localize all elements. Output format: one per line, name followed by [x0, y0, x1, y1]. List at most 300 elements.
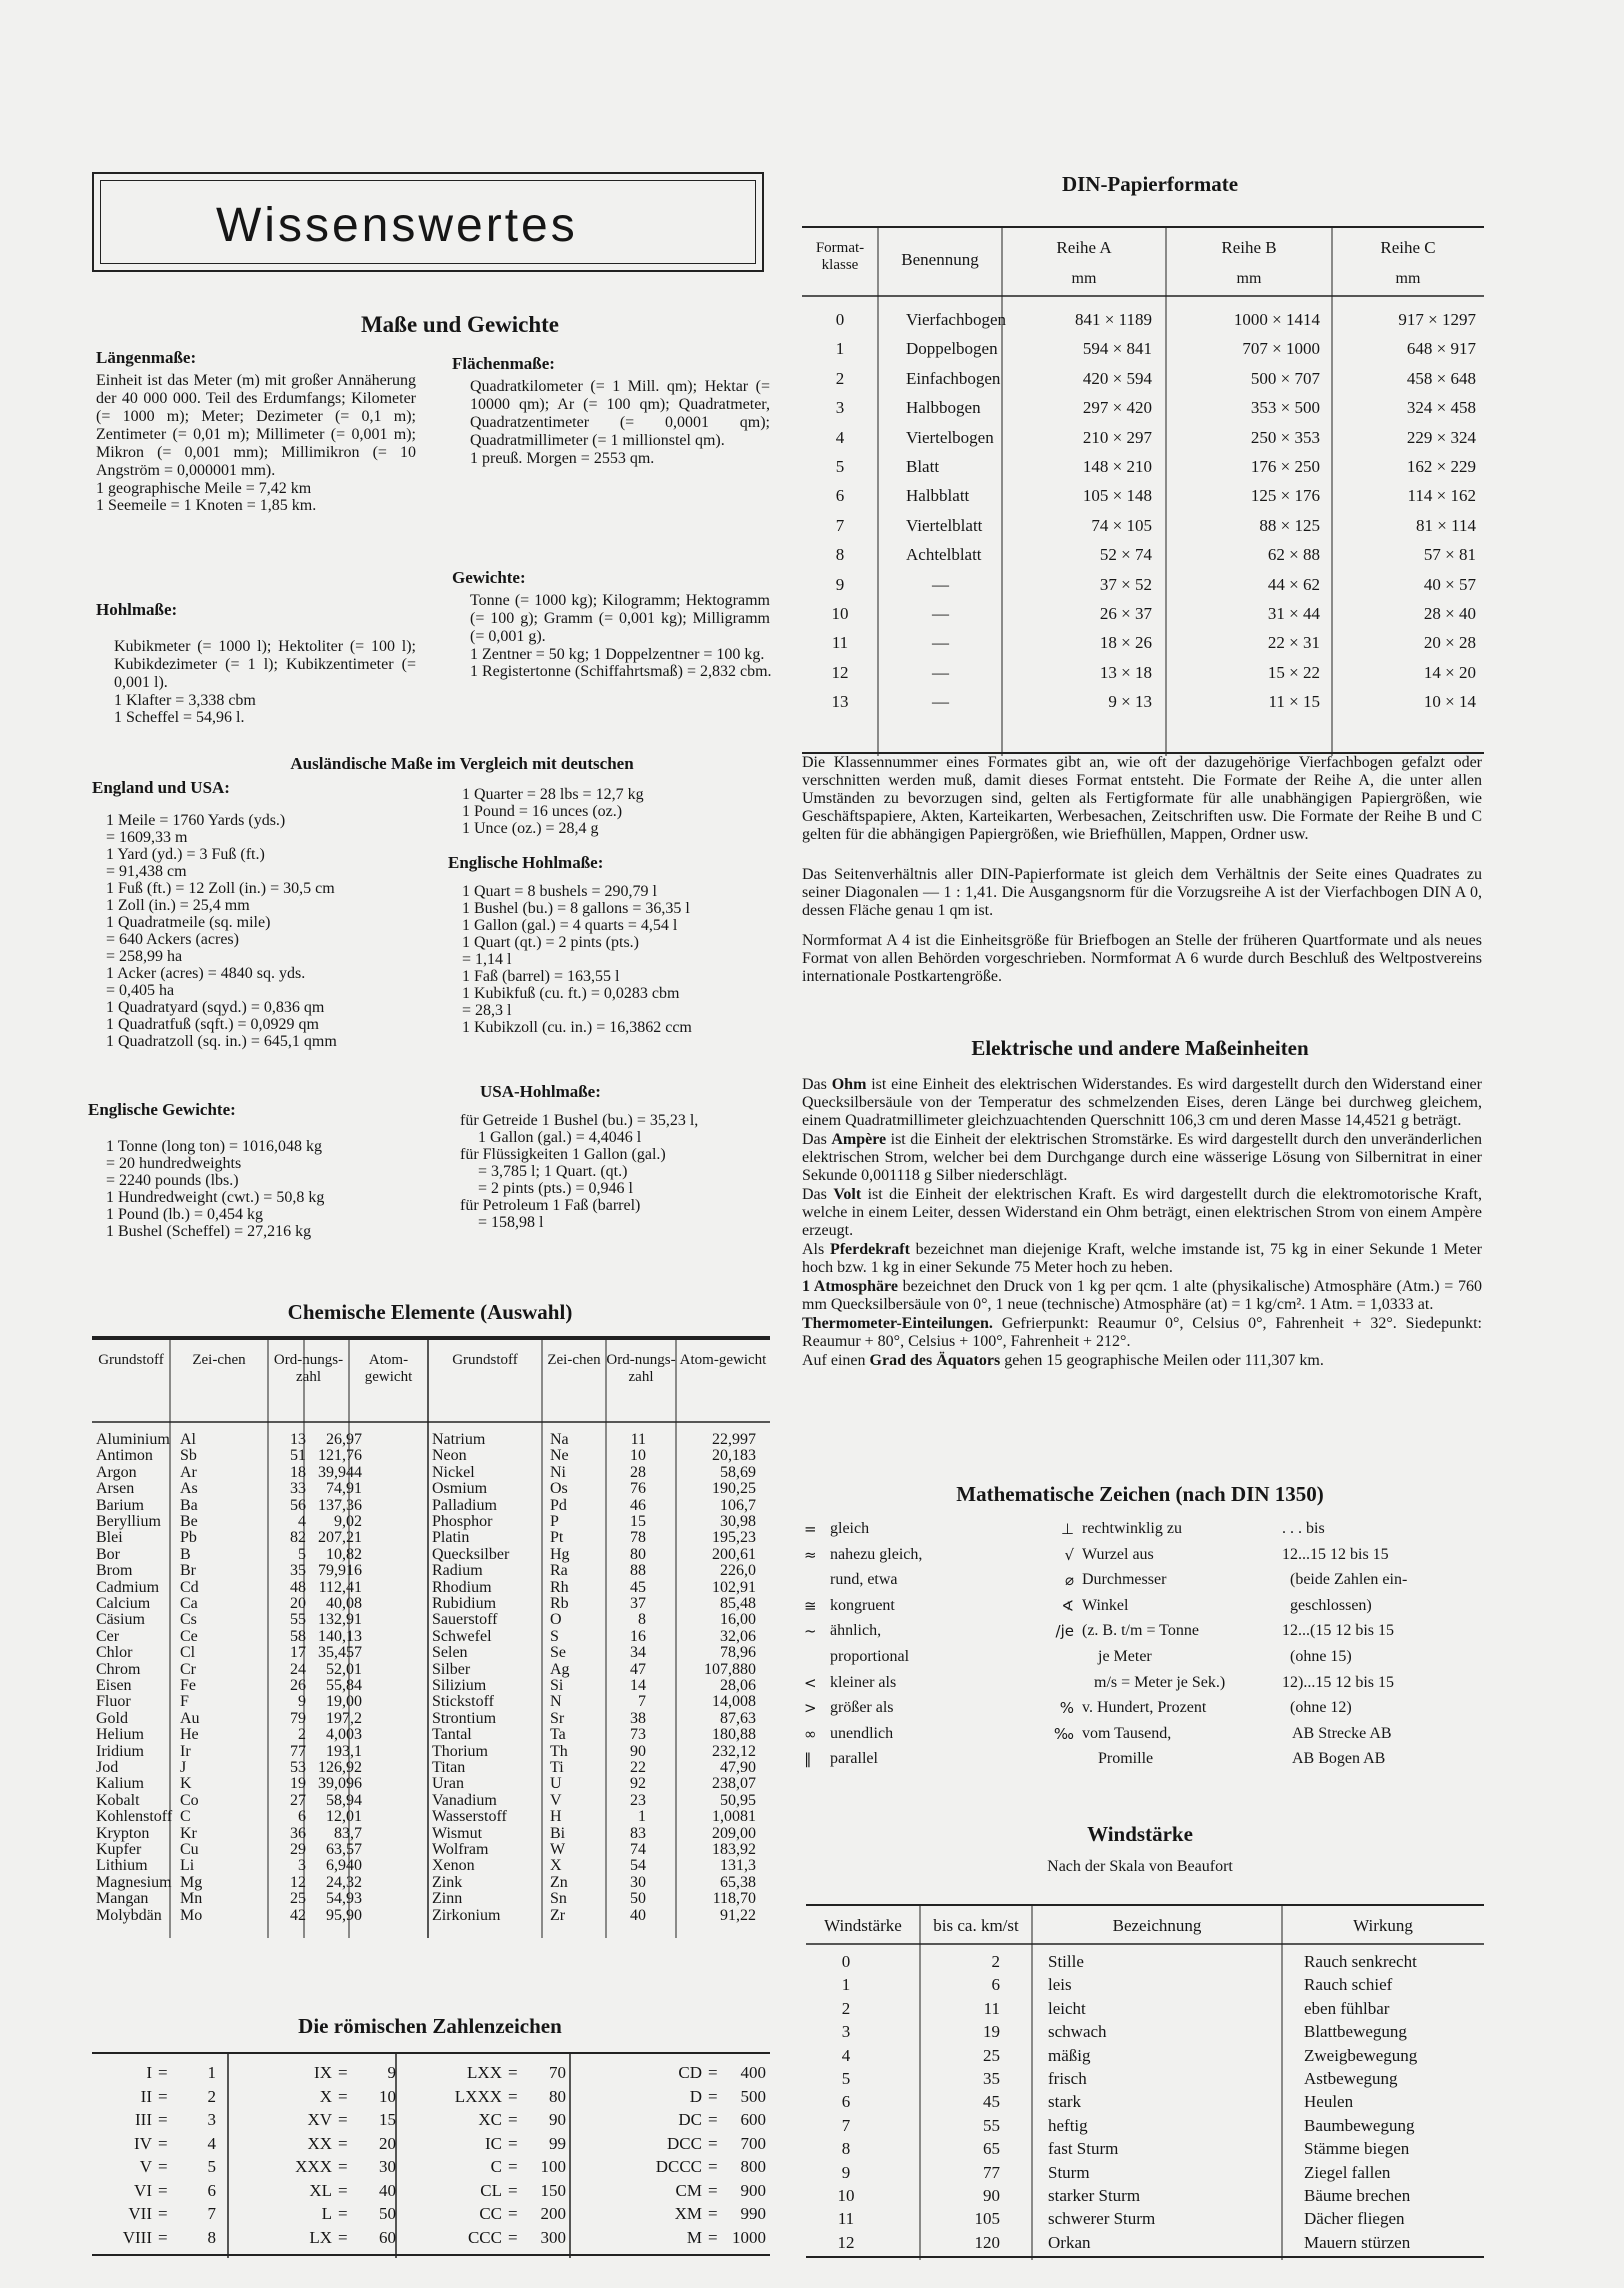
roman-eq: =	[338, 2227, 348, 2247]
math-example: (beide Zahlen ein-	[1290, 1571, 1408, 1589]
element-symbol: Os	[550, 1480, 568, 1498]
element-number: 29	[290, 1841, 306, 1858]
element-symbol: J	[180, 1759, 187, 1776]
din-klasse: 6	[835, 486, 845, 506]
element-weight: 40,08	[326, 1595, 362, 1612]
wind-staerke: 2	[841, 1998, 851, 2018]
element-name: Argon	[96, 1463, 137, 1481]
element-name: Tantal	[432, 1726, 472, 1744]
roman-eq: =	[508, 2157, 518, 2176]
din-reihe-b: 1000 × 1414	[1233, 310, 1320, 329]
element-weight: 26,97	[326, 1431, 362, 1448]
element-name: Cäsium	[96, 1611, 145, 1629]
element-number: 12	[290, 1873, 306, 1891]
elektro-text: ist die Einheit der elektrischen Stromstärke. Es wird dargestellt durch den unveränderlichen elektrischen Strom, welcher bei dem Durchgange durch eine wässerige Lösung von Silbernitrat in einer Sekunde 0,001118 g Silber niederschlägt.	[802, 1131, 1482, 1184]
element-number: 35	[290, 1562, 306, 1580]
wind-wirkung: Heulen	[1304, 2092, 1354, 2112]
roman-symbol: VI	[134, 2180, 152, 2200]
element-weight: 95,90	[326, 1906, 362, 1924]
element-name: Rubidium	[432, 1595, 497, 1612]
math-symbol: ≈	[804, 1545, 817, 1564]
element-number: 18	[290, 1463, 306, 1481]
element-weight: 107,880	[704, 1660, 756, 1678]
roman-symbol: III	[135, 2110, 152, 2129]
element-weight: 197,2	[326, 1709, 362, 1727]
math-symbol: ⊥	[1060, 1520, 1074, 1538]
roman-symbol: XXX	[295, 2157, 332, 2176]
laengen-section: Längenmaße: Einheit ist das Meter (m) mit großer Annäherung der 40 000 000. Teil des Erdumfangs; Kilometer (= 1000 m); Meter; Dezimeter (= 0,1 m); Zentimeter (= 0,01 m); Millimeter (= 0,001 m); Mikron (= 0,001 mm); Millimikron (= 10 Angström = 0,000001 mm). 1 geographische Meile = 7,42 km 1 Seemeile = 1 Knoten = 1,85 km.	[96, 348, 416, 514]
roman-symbol: CL	[480, 2180, 502, 2200]
din-klasse: 13	[831, 692, 849, 712]
engl-gewichte-section: Englische Gewichte: 1 Tonne (long ton) = 1016,048 kg = 20 hundredweights = 2240 pounds (lbs.) 1 Hundredweight (cwt.) = 50,8 kg 1 Pound (lb.) = 0,454 kg 1 Bushel (Scheffel) = 27,216 kg	[88, 1100, 325, 1240]
element-symbol: V	[550, 1791, 562, 1809]
roman-eq: =	[508, 2180, 518, 2200]
elektro-paragraph	[802, 1352, 1482, 1370]
element-symbol: Hg	[550, 1545, 570, 1563]
din-reihe-c: 20 × 28	[1423, 633, 1476, 653]
chemie-header: Ord-nungs-zahl	[606, 1352, 676, 1385]
element-weight: 10,82	[326, 1545, 362, 1563]
chemie-title: Chemische Elemente (Auswahl)	[287, 1300, 573, 1324]
element-weight: 4,003	[326, 1726, 362, 1744]
element-weight: 55,84	[326, 1677, 362, 1694]
element-symbol: Sr	[550, 1709, 565, 1727]
math-meaning: rund, etwa	[830, 1571, 898, 1589]
wind-kmh: 2	[991, 1952, 1000, 1971]
element-number: 27	[290, 1791, 306, 1809]
din-header-unit: mm	[1236, 270, 1262, 287]
chemie-table	[92, 1336, 770, 1924]
element-symbol: Ag	[550, 1660, 570, 1678]
wind-table	[806, 1904, 1484, 2258]
element-weight: 126,92	[318, 1759, 362, 1776]
roman-value: 8	[207, 2227, 216, 2247]
element-weight: 200,61	[712, 1545, 756, 1563]
element-symbol: Cd	[180, 1578, 199, 1596]
din-header-unit: mm	[1395, 270, 1421, 287]
wind-kmh: 19	[983, 2022, 1000, 2042]
roman-symbol: DC	[678, 2110, 702, 2129]
roman-symbol: C	[490, 2157, 502, 2176]
element-name: Titan	[432, 1759, 466, 1776]
elektro-text: ist die Einheit der elektrischen Kraft. Es wird dargestellt durch die elektromotorische Kraft, welche in einem Leiter, dessen Widerstand ein Ohm beträgt, einen elektrischen Strom von einem Ampère erzeugt.	[802, 1186, 1482, 1239]
roman-value: 40	[379, 2180, 396, 2200]
element-number: 4	[298, 1513, 306, 1530]
elektro-text: bezeichnet den Druck von 1 kg per qcm. 1 alte (physikalische) Atmosphäre (Atm.) = 760 mm Quecksilbersäule von 0°, 1 neue (technische) Atmosphäre (at) = 1 kg/cm². 1 Atm. = 1,0333 at.	[802, 1278, 1483, 1313]
element-number: 26	[290, 1677, 306, 1694]
roman-eq: =	[708, 2204, 718, 2223]
element-name: Calcium	[96, 1595, 151, 1612]
roman-symbol: IX	[314, 2063, 332, 2082]
element-symbol: Cs	[180, 1611, 197, 1629]
element-weight: 19,00	[326, 1693, 362, 1711]
elektro-text: gehen 15 geographische Meilen oder 111,307 km.	[1000, 1352, 1324, 1369]
element-weight: 132,91	[318, 1611, 362, 1629]
mathe-section	[804, 1520, 1484, 1790]
roman-symbol: CD	[678, 2063, 702, 2082]
math-symbol: ∥	[804, 1750, 812, 1769]
elektro-paragraph	[802, 1315, 1482, 1351]
element-name: Cadmium	[96, 1578, 160, 1596]
element-weight: 16,00	[720, 1611, 756, 1629]
din-benennung: —	[932, 574, 949, 594]
flaechen-section: Flächenmaße: Quadratkilometer (= 1 Mill. qm); Hektar (= 10000 qm); Ar (= 100 qm); Quadratmeter, Quadratzentimeter (= 0,0001 qm); Quadratmillimeter (= 1 millionstel qm). 1 preuß. Morgen = 2553 qm.	[452, 354, 770, 467]
element-weight: 195,23	[712, 1529, 756, 1547]
din-klasse: 3	[835, 398, 845, 418]
element-symbol: Ni	[550, 1463, 566, 1481]
wind-wirkung: Dächer fliegen	[1304, 2209, 1405, 2229]
element-number: 40	[630, 1906, 646, 1924]
din-reihe-b: 22 × 31	[1267, 633, 1320, 653]
din-reihe-c: 648 × 917	[1406, 339, 1476, 359]
math-example: 12...(15 12 bis 15	[1282, 1622, 1394, 1640]
element-weight: 232,12	[712, 1742, 756, 1760]
roman-value: 80	[549, 2086, 566, 2106]
roemisch-title: Die römischen Zahlenzeichen	[298, 2014, 562, 2038]
element-name: Rhodium	[432, 1578, 492, 1596]
element-name: Fluor	[96, 1693, 131, 1711]
element-name: Bor	[96, 1545, 120, 1563]
din-reihe-a: 148 × 210	[1082, 457, 1152, 476]
element-weight: 30,98	[720, 1513, 756, 1530]
element-number: 55	[290, 1611, 306, 1629]
din-reihe-a: 594 × 841	[1082, 339, 1152, 359]
wind-kmh: 55	[983, 2115, 1000, 2135]
element-symbol: S	[550, 1627, 559, 1645]
element-symbol: Na	[550, 1431, 569, 1448]
element-symbol: Sn	[550, 1890, 567, 1908]
element-number: 80	[630, 1545, 646, 1563]
element-number: 47	[630, 1660, 646, 1678]
din-reihe-b: 31 × 44	[1267, 604, 1320, 623]
wind-kmh: 65	[983, 2139, 1000, 2159]
wind-bezeichnung: heftig	[1048, 2115, 1088, 2135]
element-name: Cer	[96, 1627, 120, 1645]
element-name: Schwefel	[432, 1627, 492, 1645]
element-name: Eisen	[96, 1677, 132, 1694]
elektro-term: Ampère	[831, 1131, 887, 1148]
element-weight: 9,02	[334, 1513, 362, 1530]
math-meaning: Durchmesser	[1082, 1571, 1167, 1589]
roman-symbol: XV	[307, 2110, 332, 2129]
roman-eq: =	[158, 2063, 168, 2082]
element-symbol: Zr	[550, 1906, 566, 1924]
england-section: England und USA: 1 Meile = 1760 Yards (yds.) = 1609,33 m 1 Yard (yd.) = 3 Fuß (ft.) = 91,438 cm 1 Fuß (ft.) = 12 Zoll (in.) = 30,5 cm 1 Zoll (in.) = 25,4 mm 1 Quadratmeile (sq. mile) = 640 Ackers (acres) = 258,99 ha 1 Acker (acres) = 4840 sq. yds. = 0,405 ha 1 Quadratyard (sqyd.) = 0,836 qm 1 Quadratfuß (sqft.) = 0,0929 qm 1 Quadratzoll (sq. in.) = 645,1 qmm	[92, 778, 337, 1050]
element-name: Beryllium	[96, 1513, 161, 1530]
math-symbol: ∢	[1061, 1596, 1074, 1615]
math-meaning: parallel	[830, 1750, 878, 1768]
wind-wirkung: Blattbewegung	[1304, 2022, 1407, 2042]
element-symbol: Au	[180, 1709, 200, 1727]
wind-header: Windstärke	[824, 1916, 902, 1935]
roman-value: 7	[207, 2204, 216, 2223]
elektro-text: ist eine Einheit des elektrischen Widerstandes. Es wird dargestellt durch den Widerstand einer Quecksilbersäule von der Temperatur des schmelzenden Eises, deren Länge bei durchweg gleichem, einem Quadratmillimeter gleichzuachtenden Querschnitt 106,3 cm und deren Masse 14,4521 g beträgt.	[802, 1076, 1482, 1129]
din-benennung: —	[932, 692, 949, 712]
roman-symbol: DCC	[667, 2133, 702, 2153]
chemie-header: Zei-chen	[192, 1352, 246, 1368]
math-meaning: unendlich	[830, 1724, 894, 1742]
element-number: 16	[630, 1627, 646, 1645]
element-number: 24	[290, 1660, 306, 1678]
din-reihe-a: 52 × 74	[1099, 545, 1152, 565]
chemie-header: Atom-gewicht	[364, 1352, 413, 1385]
element-number: 74	[630, 1841, 646, 1858]
wind-kmh: 25	[983, 2045, 1000, 2065]
din-header-c: Reihe C	[1380, 238, 1436, 257]
element-number: 45	[630, 1578, 646, 1596]
elektro-prefix: Das	[802, 1131, 832, 1148]
element-weight: 6,940	[326, 1857, 362, 1875]
element-name: Molybdän	[96, 1906, 162, 1924]
element-name: Wasserstoff	[432, 1808, 507, 1826]
wind-kmh: 77	[983, 2162, 1000, 2182]
roman-eq: =	[338, 2204, 348, 2223]
element-symbol: N	[550, 1693, 562, 1711]
din-reihe-b: 707 × 1000	[1242, 339, 1320, 359]
wind-wirkung: Rauch schief	[1304, 1975, 1393, 1995]
auslaendisch-title: Ausländische Maße im Vergleich mit deutschen	[290, 754, 634, 773]
math-meaning: ähnlich,	[830, 1622, 882, 1640]
element-name: Chrom	[96, 1660, 141, 1678]
element-weight: 91,22	[720, 1906, 756, 1924]
roman-symbol: X	[319, 2086, 332, 2106]
element-weight: 58,94	[326, 1791, 362, 1809]
element-weight: 226,0	[720, 1562, 756, 1580]
element-number: 23	[630, 1791, 646, 1809]
din-reihe-c: 28 × 40	[1423, 604, 1476, 623]
elektro-term: 1 Atmosphäre	[802, 1278, 898, 1295]
element-symbol: Ar	[180, 1463, 197, 1481]
roman-value: 600	[740, 2110, 766, 2129]
element-name: Sauerstoff	[432, 1611, 498, 1629]
element-number: 14	[630, 1677, 646, 1694]
element-number: 1	[638, 1808, 646, 1826]
din-header-klasse: Format-klasse	[815, 240, 865, 273]
wind-wirkung: Ziegel fallen	[1304, 2162, 1391, 2182]
math-example: (ohne 15)	[1290, 1648, 1352, 1665]
wind-kmh: 11	[983, 1998, 1000, 2018]
element-symbol: Pt	[550, 1529, 564, 1547]
element-name: Uran	[432, 1775, 464, 1793]
roman-value: 700	[740, 2133, 766, 2153]
element-number: 92	[630, 1775, 646, 1793]
element-symbol: Mg	[180, 1873, 203, 1891]
element-symbol: C	[180, 1808, 191, 1826]
math-symbol: ≅	[804, 1596, 817, 1615]
din-reihe-b: 125 × 176	[1250, 486, 1320, 506]
din-reihe-a: 74 × 105	[1091, 515, 1152, 535]
math-meaning: größer als	[830, 1699, 894, 1717]
element-number: 38	[630, 1709, 646, 1727]
roman-eq: =	[338, 2157, 348, 2176]
roman-eq: =	[508, 2086, 518, 2106]
din-reihe-b: 250 × 353	[1250, 427, 1320, 447]
din-benennung: Halbbogen	[906, 398, 981, 418]
element-name: Osmium	[432, 1480, 488, 1498]
roman-eq: =	[708, 2063, 718, 2082]
wind-header: Wirkung	[1353, 1916, 1413, 1935]
roman-eq: =	[708, 2227, 718, 2247]
math-symbol: √	[1064, 1545, 1074, 1564]
element-weight: 118,70	[712, 1890, 756, 1908]
element-number: 33	[290, 1480, 306, 1498]
roman-value: 900	[740, 2180, 766, 2200]
din-benennung: Einfachbogen	[906, 368, 1001, 388]
math-symbol: ∞	[804, 1724, 817, 1743]
element-number: 76	[630, 1480, 646, 1498]
roman-value: 6	[207, 2180, 216, 2200]
element-symbol: F	[180, 1693, 189, 1711]
element-weight: 83,7	[334, 1824, 362, 1842]
element-number: 7	[638, 1693, 646, 1711]
element-number: 28	[630, 1463, 646, 1481]
din-reihe-a: 9 × 13	[1108, 692, 1152, 712]
masse-title: Maße und Gewichte	[360, 312, 560, 337]
element-name: Mangan	[96, 1890, 149, 1908]
roman-eq: =	[158, 2227, 168, 2247]
wind-bezeichnung: starker Sturm	[1048, 2186, 1141, 2205]
din-reihe-a: 841 × 1189	[1075, 310, 1152, 329]
element-number: 34	[630, 1644, 646, 1662]
din-klasse: 4	[835, 427, 845, 447]
wind-staerke: 7	[841, 2115, 851, 2135]
roman-value: 10	[379, 2086, 396, 2106]
din-benennung: —	[932, 662, 949, 682]
element-number: 73	[630, 1726, 646, 1744]
wind-bezeichnung: fast Sturm	[1048, 2139, 1119, 2159]
roman-symbol: DCCC	[655, 2157, 702, 2176]
element-symbol: Rb	[550, 1595, 569, 1612]
elektro-prefix: Das	[802, 1186, 834, 1203]
wind-wirkung: Mauern stürzen	[1304, 2232, 1411, 2252]
element-name: Palladium	[432, 1496, 497, 1514]
din-klasse: 0	[835, 310, 845, 329]
math-symbol: /je	[1055, 1622, 1074, 1641]
roman-symbol: VII	[128, 2204, 152, 2223]
element-symbol: Ra	[550, 1562, 568, 1580]
din-benennung: Viertelbogen	[906, 427, 994, 447]
roman-symbol: CM	[675, 2180, 702, 2200]
element-weight: 183,92	[712, 1841, 756, 1858]
element-symbol: W	[550, 1841, 566, 1858]
din-klasse: 5	[835, 457, 845, 476]
math-example: 12)...15 12 bis 15	[1282, 1673, 1394, 1691]
element-name: Stickstoff	[432, 1693, 494, 1711]
element-symbol: Ir	[180, 1742, 191, 1760]
din-header-a: Reihe A	[1056, 238, 1112, 257]
din-header-benennung: Benennung	[901, 250, 979, 269]
math-meaning: je Meter	[1098, 1648, 1152, 1665]
math-meaning: vom Tausend,	[1082, 1724, 1172, 1742]
roman-eq: =	[708, 2157, 718, 2176]
element-number: 2	[298, 1726, 306, 1744]
element-number: 42	[290, 1906, 306, 1924]
din-klasse: 12	[831, 662, 849, 682]
element-name: Iridium	[96, 1742, 144, 1760]
element-symbol: Ca	[180, 1595, 198, 1612]
element-weight: 22,997	[712, 1431, 756, 1448]
element-number: 77	[290, 1742, 306, 1760]
din-klasse: 8	[835, 545, 845, 565]
wind-wirkung: Astbewegung	[1304, 2069, 1398, 2088]
math-symbol: ⌀	[1064, 1571, 1074, 1590]
element-weight: 65,38	[720, 1873, 756, 1891]
wind-staerke: 12	[837, 2232, 855, 2252]
din-klasse: 2	[835, 368, 845, 388]
element-number: 46	[630, 1496, 646, 1514]
wind-bezeichnung: mäßig	[1048, 2045, 1091, 2065]
wind-kmh: 105	[974, 2209, 1000, 2229]
element-symbol: Fe	[180, 1677, 196, 1694]
roman-value: 60	[379, 2227, 396, 2247]
element-symbol: Ne	[550, 1447, 569, 1465]
roman-eq: =	[508, 2110, 518, 2129]
element-weight: 102,91	[712, 1578, 756, 1596]
wind-bezeichnung: frisch	[1048, 2069, 1087, 2088]
wind-wirkung: Zweigbewegung	[1304, 2045, 1418, 2065]
din-klasse: 1	[835, 339, 845, 359]
elektro-prefix: Das	[802, 1076, 832, 1093]
din-reihe-b: 176 × 250	[1250, 457, 1320, 476]
element-symbol: Ta	[550, 1726, 566, 1744]
element-symbol: P	[550, 1513, 559, 1530]
math-example: . . . bis	[1282, 1520, 1325, 1537]
element-name: Wismut	[432, 1824, 483, 1842]
element-number: 19	[290, 1775, 306, 1793]
roemisch-table	[92, 2052, 770, 2256]
element-symbol: Bi	[550, 1824, 566, 1842]
element-name: Silizium	[432, 1677, 487, 1694]
roman-eq: =	[158, 2157, 168, 2176]
wind-bezeichnung: Orkan	[1048, 2232, 1091, 2252]
element-weight: 112,41	[318, 1578, 362, 1596]
math-meaning: kongruent	[830, 1596, 895, 1614]
din-header-unit: mm	[1071, 270, 1097, 287]
element-symbol: Se	[550, 1644, 566, 1662]
roman-rules	[92, 2054, 770, 2258]
element-symbol: Ce	[180, 1627, 198, 1645]
din-benennung: Doppelbogen	[906, 339, 998, 359]
element-name: Kupfer	[96, 1841, 142, 1858]
elektro-section	[802, 1076, 1482, 1371]
roman-eq: =	[338, 2110, 348, 2129]
roman-symbol: D	[689, 2086, 702, 2106]
element-weight: 87,63	[720, 1709, 756, 1727]
element-weight: 207,21	[318, 1529, 362, 1547]
element-symbol: Al	[180, 1431, 196, 1448]
chemie-header: Ord-nungs-zahl	[273, 1352, 344, 1385]
din-text-1: Die Klassennummer eines Formates gibt an, wie oft der dazugehörige Vierfachbogen gefalzt oder verschnitten werden muß, damit dieses Format entsteht. Die Formate der Reihe A, die unter allen Umständen zu bevorzugen sind, gelten als Fertigformate für alle unabhängigen Papiergrößen, wie Geschäftspapiere, Akten, Karteikarten, Werbesachen, Zeitschriften usw. Die Formate der Reihe B und C gelten für die abhängigen Papiergrößen, wie Briefhüllen, Mappen, Ordner usw.	[802, 754, 1482, 843]
wind-bezeichnung: schwerer Sturm	[1048, 2209, 1156, 2229]
din-reihe-c: 162 × 229	[1406, 457, 1476, 476]
element-number: 9	[298, 1693, 306, 1711]
din-klasse: 9	[835, 574, 845, 594]
quarter-section: 1 Quarter = 28 lbs = 12,7 kg 1 Pound = 16 unces (oz.) 1 Unce (oz.) = 28,4 g Englische Hohlmaße: 1 Quart = 8 bushels = 290,79 l 1 Bushel (bu.) = 8 gallons = 36,35 l 1 Gallon (gal.) = 4 quarts = 4,54 l 1 Quart (qt.) = 2 pints (pts.) = 1,14 l 1 Faß (barrel) = 163,55 l 1 Kubikfuß (cu. ft.) = 0,0283 cbm = 28,3 l 1 Kubikzoll (cu. in.) = 16,3862 ccm	[448, 786, 692, 1036]
element-name: Selen	[432, 1644, 468, 1662]
wind-kmh: 35	[983, 2069, 1000, 2088]
element-name: Phosphor	[432, 1513, 493, 1530]
hohl-section: Hohlmaße: Kubikmeter (= 1000 l); Hektoliter (= 100 l); Kubikdezimeter (= 1 l); Kubikzentimeter (= 0,001 l). 1 Klafter = 3,338 cbm 1 Scheffel = 54,96 l.	[96, 600, 416, 726]
roman-symbol: CC	[479, 2204, 502, 2223]
roman-eq: =	[158, 2180, 168, 2200]
element-number: 78	[630, 1529, 646, 1547]
math-symbol: =	[804, 1520, 817, 1538]
element-weight: 52,01	[326, 1660, 362, 1678]
din-reihe-c: 324 × 458	[1406, 398, 1476, 418]
roman-value: 90	[549, 2110, 566, 2129]
element-name: Vanadium	[432, 1791, 497, 1809]
element-name: Arsen	[96, 1480, 135, 1498]
